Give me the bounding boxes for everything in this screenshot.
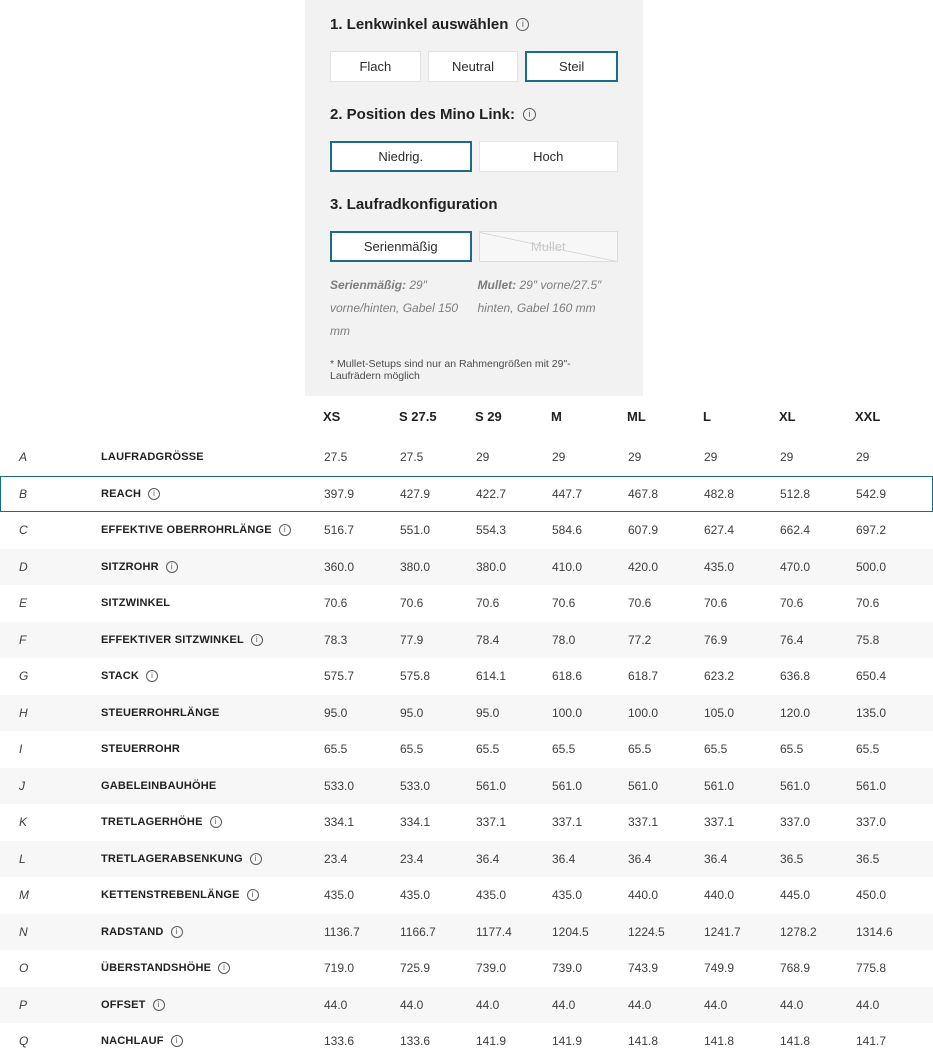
cell-value: 29	[476, 450, 490, 465]
cell-value: 78.4	[476, 632, 500, 647]
table-row	[0, 476, 933, 513]
row-letter: J	[19, 778, 25, 793]
row-label	[101, 451, 324, 463]
option-button-flach[interactable]: Flach	[330, 51, 421, 82]
column-header-xl: XL	[779, 408, 796, 424]
cell-value: 44.0	[628, 997, 652, 1012]
cell-value: 44.0	[400, 997, 424, 1012]
cell-value: 440.0	[628, 888, 659, 903]
cell-value: 380.0	[400, 559, 431, 574]
row-label-text: OFFSET	[101, 998, 146, 1011]
row-info-icon[interactable]: i	[251, 634, 263, 646]
row-letter: B	[19, 486, 28, 501]
cell-value: 440.0	[704, 888, 735, 903]
table-header	[0, 393, 933, 439]
row-label-text: LAUFRADGRÖSSE	[101, 451, 204, 464]
cell-value: 141.8	[628, 1034, 659, 1049]
cell-value: 337.0	[780, 815, 811, 830]
row-label	[101, 561, 324, 573]
row-info-icon[interactable]: i	[210, 816, 222, 828]
row-info-icon[interactable]: i	[247, 889, 259, 901]
cell-value: 435.0	[324, 888, 355, 903]
cell-value: 44.0	[552, 997, 576, 1012]
cell-value: 135.0	[856, 705, 887, 720]
cell-value: 65.5	[704, 742, 728, 757]
row-label	[101, 743, 324, 755]
table-row	[0, 914, 933, 951]
cell-value: 27.5	[324, 450, 348, 465]
cell-value: 618.7	[628, 669, 659, 684]
row-label	[101, 926, 324, 938]
cell-value: 78.3	[324, 632, 348, 647]
cell-value: 450.0	[856, 888, 887, 903]
cell-value: 627.4	[704, 523, 735, 538]
cell-value: 435.0	[400, 888, 431, 903]
cell-value: 561.0	[476, 778, 507, 793]
option-buttons	[330, 231, 618, 262]
cell-value: 141.9	[552, 1034, 583, 1049]
cell-value: 65.5	[552, 742, 576, 757]
cell-value: 1314.6	[856, 924, 893, 939]
cell-value: 662.4	[780, 523, 811, 538]
row-label-text: RADSTAND	[101, 925, 164, 938]
cell-value: 100.0	[552, 705, 583, 720]
cell-value: 584.6	[552, 523, 583, 538]
cell-value: 561.0	[780, 778, 811, 793]
cell-value: 749.9	[704, 961, 735, 976]
section-title	[330, 106, 618, 123]
cell-value: 533.0	[400, 778, 431, 793]
option-description-prefix: Mullet:	[477, 278, 517, 292]
cell-value: 70.6	[476, 596, 500, 611]
row-info-icon[interactable]: i	[171, 926, 183, 938]
cell-value: 739.0	[476, 961, 507, 976]
cell-value: 70.6	[552, 596, 576, 611]
table-row	[0, 585, 933, 622]
cell-value: 650.4	[856, 669, 887, 684]
cell-value: 141.8	[704, 1034, 735, 1049]
table-row	[0, 439, 933, 476]
section-title-label: 1. Lenkwinkel auswählen	[330, 16, 509, 33]
row-label	[101, 488, 324, 500]
option-description-prefix: Serienmäßig:	[330, 278, 407, 292]
section-title	[330, 16, 618, 33]
cell-value: 77.2	[628, 632, 652, 647]
configurator-panel	[305, 0, 643, 396]
cell-value: 75.8	[856, 632, 880, 647]
table-row	[0, 877, 933, 914]
cell-value: 1224.5	[628, 924, 665, 939]
cell-value: 337.1	[476, 815, 507, 830]
cell-value: 44.0	[780, 997, 804, 1012]
row-letter: L	[19, 851, 26, 866]
row-letter: G	[19, 669, 29, 684]
cell-value: 44.0	[704, 997, 728, 1012]
option-buttons	[330, 51, 618, 82]
cell-value: 95.0	[476, 705, 500, 720]
column-header-l: L	[703, 408, 711, 424]
cell-value: 618.6	[552, 669, 583, 684]
cell-value: 427.9	[400, 486, 431, 501]
row-letter: C	[19, 523, 28, 538]
row-info-icon[interactable]: i	[148, 488, 160, 500]
table-body	[0, 439, 933, 1060]
cell-value: 1177.4	[476, 924, 512, 939]
cell-value: 23.4	[400, 851, 424, 866]
cell-value: 36.4	[704, 851, 728, 866]
cell-value: 133.6	[324, 1034, 355, 1049]
cell-value: 334.1	[324, 815, 355, 830]
cell-value: 561.0	[704, 778, 735, 793]
cell-value: 70.6	[780, 596, 804, 611]
cell-value: 697.2	[856, 523, 887, 538]
row-label	[101, 999, 324, 1011]
row-label-text: REACH	[101, 487, 142, 500]
cell-value: 337.0	[856, 815, 887, 830]
table-row	[0, 695, 933, 732]
cell-value: 65.5	[476, 742, 500, 757]
option-description-text: 29″ vorne/hinten, Gabel 150 mm	[330, 278, 459, 338]
cell-value: 29	[704, 450, 718, 465]
table-row	[0, 841, 933, 878]
cell-value: 70.6	[856, 596, 880, 611]
cell-value: 95.0	[400, 705, 424, 720]
configurator-sections	[330, 16, 618, 342]
row-letter: D	[19, 559, 28, 574]
section-info-icon[interactable]: i	[516, 18, 529, 31]
option-description	[478, 274, 619, 342]
row-letter: F	[19, 632, 27, 647]
cell-value: 337.1	[704, 815, 735, 830]
row-info-icon[interactable]: i	[218, 962, 230, 974]
cell-value: 133.6	[400, 1034, 431, 1049]
cell-value: 533.0	[324, 778, 355, 793]
cell-value: 70.6	[704, 596, 728, 611]
row-letter: E	[19, 596, 28, 611]
cell-value: 65.5	[628, 742, 652, 757]
cell-value: 44.0	[856, 997, 880, 1012]
cell-value: 141.7	[856, 1034, 887, 1049]
option-button-mullet: Mullet	[479, 231, 619, 262]
option-description	[330, 274, 471, 342]
cell-value: 614.1	[476, 669, 507, 684]
column-header-s-27.5: S 27.5	[399, 408, 437, 424]
row-letter: H	[19, 705, 28, 720]
row-label	[101, 816, 324, 828]
cell-value: 29	[628, 450, 642, 465]
cell-value: 141.8	[780, 1034, 811, 1049]
cell-value: 95.0	[324, 705, 348, 720]
cell-value: 70.6	[324, 596, 348, 611]
column-header-s-29: S 29	[475, 408, 502, 424]
cell-value: 36.5	[780, 851, 804, 866]
option-button-hoch[interactable]: Hoch	[479, 141, 619, 172]
option-description-text: 29″ vorne/27.5″ hinten, Gabel 160 mm	[477, 278, 602, 315]
row-label	[101, 1035, 324, 1047]
cell-value: 422.7	[476, 486, 507, 501]
row-label	[101, 707, 324, 719]
option-descriptions	[330, 274, 618, 342]
cell-value: 70.6	[400, 596, 424, 611]
cell-value: 739.0	[552, 961, 583, 976]
cell-value: 554.3	[476, 523, 507, 538]
row-label-text: SITZWINKEL	[101, 597, 171, 610]
cell-value: 743.9	[628, 961, 659, 976]
row-label-text: TRETLAGERHÖHE	[101, 816, 203, 829]
cell-value: 467.8	[628, 486, 659, 501]
cell-value: 447.7	[552, 486, 583, 501]
cell-value: 44.0	[324, 997, 348, 1012]
row-label-text: EFFEKTIVER SITZWINKEL	[101, 633, 244, 646]
cell-value: 775.8	[856, 961, 887, 976]
cell-value: 36.5	[856, 851, 880, 866]
row-info-icon[interactable]: i	[153, 999, 165, 1011]
cell-value: 29	[856, 450, 870, 465]
cell-value: 29	[552, 450, 566, 465]
cell-value: 78.0	[552, 632, 576, 647]
row-info-icon[interactable]: i	[171, 1035, 183, 1047]
cell-value: 1136.7	[324, 924, 360, 939]
section-title-label: 3. Laufradkonfiguration	[330, 196, 498, 213]
cell-value: 23.4	[324, 851, 348, 866]
option-button-steil[interactable]: Steil	[525, 51, 618, 82]
cell-value: 516.7	[324, 523, 355, 538]
cell-value: 445.0	[780, 888, 811, 903]
table-row	[0, 731, 933, 768]
mullet-footnote: * Mullet-Setups sind nur an Rahmengrößen mit 29"-Laufrädern möglich	[330, 358, 571, 383]
row-label-text: EFFEKTIVE OBERROHRLÄNGE	[101, 524, 272, 537]
cell-value: 100.0	[628, 705, 659, 720]
cell-value: 768.9	[780, 961, 811, 976]
cell-value: 561.0	[628, 778, 659, 793]
row-label-text: NACHLAUF	[101, 1035, 164, 1048]
row-label	[101, 780, 324, 792]
panel-section-1	[330, 16, 618, 82]
cell-value: 420.0	[628, 559, 659, 574]
row-label	[101, 597, 324, 609]
cell-value: 76.9	[704, 632, 728, 647]
section-title-label: 2. Position des Mino Link:	[330, 106, 516, 123]
row-label-text: STEUERROHR	[101, 743, 181, 756]
cell-value: 561.0	[552, 778, 583, 793]
row-letter: N	[19, 924, 28, 939]
column-header-xxl: XXL	[855, 408, 881, 424]
section-title	[330, 196, 618, 213]
cell-value: 65.5	[400, 742, 424, 757]
cell-value: 36.4	[552, 851, 576, 866]
cell-value: 636.8	[780, 669, 811, 684]
row-label-text: KETTENSTREBENLÄNGE	[101, 889, 240, 902]
cell-value: 435.0	[476, 888, 507, 903]
option-button-niedrig[interactable]: Niedrig.	[330, 141, 472, 172]
cell-value: 1166.7	[400, 924, 436, 939]
table-row	[0, 768, 933, 805]
table-row	[0, 950, 933, 987]
row-label	[101, 889, 324, 901]
row-letter: K	[19, 815, 28, 830]
table-row	[0, 512, 933, 549]
cell-value: 141.9	[476, 1034, 507, 1049]
cell-value: 1241.7	[704, 924, 741, 939]
table-row	[0, 622, 933, 659]
cell-value: 36.4	[476, 851, 500, 866]
cell-value: 561.0	[856, 778, 887, 793]
row-label	[101, 524, 324, 536]
cell-value: 410.0	[552, 559, 583, 574]
cell-value: 27.5	[400, 450, 424, 465]
cell-value: 551.0	[400, 523, 431, 538]
row-label-text: STACK	[101, 670, 140, 683]
cell-value: 397.9	[324, 486, 355, 501]
row-label-text: STEUERROHRLÄNGE	[101, 706, 220, 719]
table-row	[0, 1023, 933, 1060]
row-letter: O	[19, 961, 29, 976]
cell-value: 337.1	[628, 815, 659, 830]
cell-value: 70.6	[628, 596, 652, 611]
row-letter: Q	[19, 1034, 29, 1049]
row-label-text: TRETLAGERABSENKUNG	[101, 852, 243, 865]
cell-value: 512.8	[780, 486, 811, 501]
cell-value: 105.0	[704, 705, 735, 720]
cell-value: 575.7	[324, 669, 355, 684]
cell-value: 435.0	[552, 888, 583, 903]
cell-value: 29	[780, 450, 794, 465]
row-letter: M	[19, 888, 29, 903]
panel-section-3	[330, 196, 618, 342]
cell-value: 623.2	[704, 669, 735, 684]
panel-section-2	[330, 106, 618, 172]
option-button-serienm-ig[interactable]: Serienmäßig	[330, 231, 472, 262]
cell-value: 65.5	[324, 742, 348, 757]
row-label	[101, 962, 324, 974]
column-header-ml: ML	[627, 408, 646, 424]
row-label	[101, 853, 324, 865]
row-letter: I	[19, 742, 23, 757]
cell-value: 607.9	[628, 523, 659, 538]
cell-value: 77.9	[400, 632, 424, 647]
table-row	[0, 804, 933, 841]
option-buttons	[330, 141, 618, 172]
cell-value: 719.0	[324, 961, 355, 976]
table-row	[0, 987, 933, 1024]
row-info-icon[interactable]: i	[279, 524, 291, 536]
cell-value: 500.0	[856, 559, 887, 574]
row-label-text: ÜBERSTANDSHÖHE	[101, 962, 212, 975]
row-label-text: GABELEINBAUHÖHE	[101, 779, 217, 792]
cell-value: 65.5	[856, 742, 880, 757]
geometry-table	[0, 393, 933, 1060]
row-info-icon[interactable]: i	[146, 670, 158, 682]
section-info-icon[interactable]: i	[523, 108, 536, 121]
cell-value: 120.0	[780, 705, 811, 720]
table-row	[0, 549, 933, 586]
cell-value: 360.0	[324, 559, 355, 574]
cell-value: 725.9	[400, 961, 431, 976]
row-letter: A	[19, 450, 28, 465]
cell-value: 76.4	[780, 632, 804, 647]
cell-value: 575.8	[400, 669, 431, 684]
row-label	[101, 670, 324, 682]
cell-value: 470.0	[780, 559, 811, 574]
column-header-m: M	[551, 408, 562, 424]
cell-value: 380.0	[476, 559, 507, 574]
cell-value: 1204.5	[552, 924, 589, 939]
row-info-icon[interactable]: i	[250, 853, 262, 865]
row-letter: P	[19, 997, 28, 1012]
row-label-text: SITZROHR	[101, 560, 159, 573]
table-row	[0, 658, 933, 695]
cell-value: 337.1	[552, 815, 583, 830]
cell-value: 44.0	[476, 997, 500, 1012]
cell-value: 1278.2	[780, 924, 817, 939]
cell-value: 36.4	[628, 851, 652, 866]
row-info-icon[interactable]: i	[166, 561, 178, 573]
cell-value: 482.8	[704, 486, 735, 501]
cell-value: 435.0	[704, 559, 735, 574]
cell-value: 65.5	[780, 742, 804, 757]
row-label	[101, 634, 324, 646]
cell-value: 542.9	[856, 486, 887, 501]
column-header-xs: XS	[323, 408, 341, 424]
cell-value: 334.1	[400, 815, 431, 830]
option-button-neutral[interactable]: Neutral	[428, 51, 519, 82]
